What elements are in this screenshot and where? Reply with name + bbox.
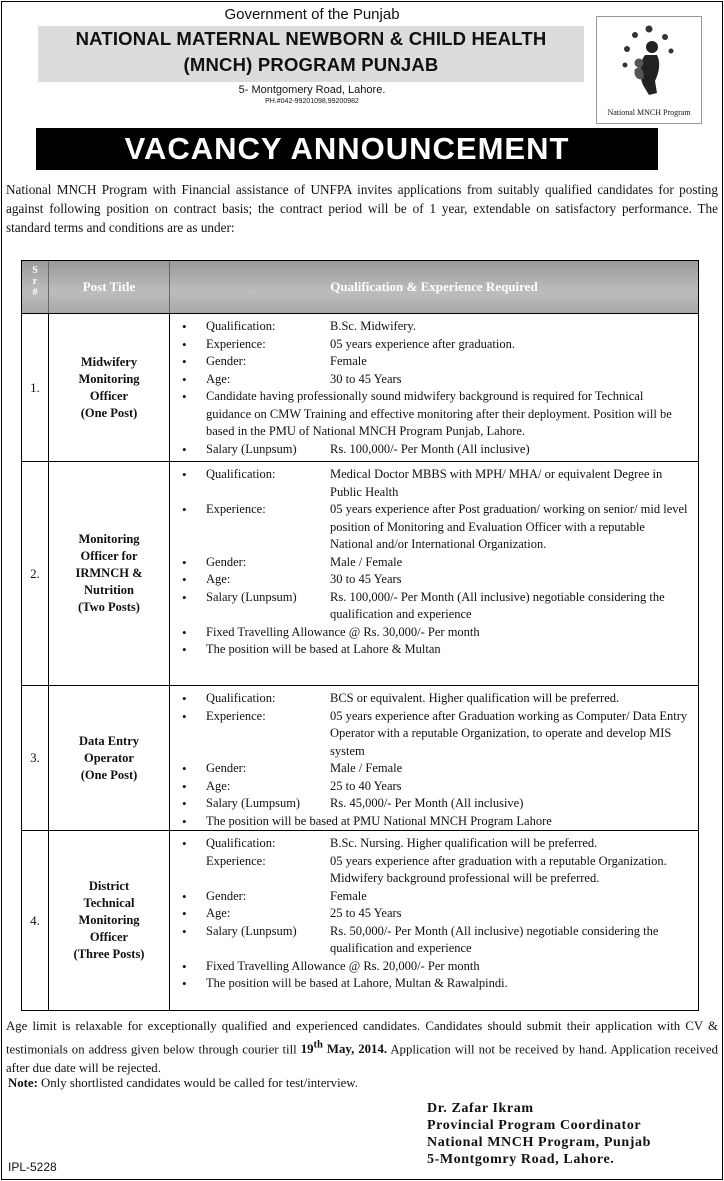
post-title-line: Midwifery [80,354,138,369]
office-address: 5- Montgomery Road, Lahore. [238,84,386,96]
requirement-value: Medical Doctor MBBS with MPH/ MHA/ or equivalent Degree in Public Health [330,467,663,499]
requirement-item [170,589,698,624]
requirement-label: • Qualification: [206,691,276,705]
row-serial: 4. [22,831,49,1010]
requirement-item [170,554,698,572]
post-title-line: IRMNCH & [75,566,143,580]
post-title-line: Technical [83,896,135,910]
requirement-item [170,888,698,906]
requirement-value: 30 to 45 Years [330,371,402,386]
requirement-item [170,336,698,354]
header-sr-hash: # [32,287,38,298]
header-sr [22,261,49,313]
requirement-item [170,624,698,642]
note-text: Only shortlisted candidates would be called for test/interview. [37,1076,358,1090]
deadline-day: 19 [300,1042,314,1057]
requirement-value: 25 to 40 Years [330,778,402,793]
row-post-title [49,314,170,461]
requirement-label: • Qualification: [206,836,276,850]
deadline-date [301,1042,387,1056]
requirement-text: • The position will be based at Lahore, Multan & Rawalpindi. [206,976,508,990]
table-row [22,313,698,461]
row-requirements [170,686,698,830]
requirement-label: • Salary (Lunpsum) [206,441,297,456]
requirement-value: 05 years experience after Post graduation/ working on senior/ mid level position of Monitoring and Evaluation Officer with a reputable National and/or International Organization. [330,502,688,551]
requirement-value: Female [330,888,367,903]
table-header [22,261,698,313]
requirement-value: Male / Female [330,554,403,569]
requirement-label: • Salary (Lunpsum) [206,589,297,604]
requirement-item [170,441,698,459]
footer-text-before: Age limit is relaxable for exceptionally qualified and experienced candidates. Candidates should submit their application with CV & testimonials on address given below through courier till [6,1019,718,1057]
requirement-item [170,318,698,336]
deadline-sup: th [313,1040,323,1051]
requirement-item [170,905,698,923]
row-serial: 1. [22,314,49,461]
requirement-value: Rs. 100,000/- Per Month (All inclusive) negotiable considering the qualification and experience [330,589,665,621]
requirement-label: • Experience: [206,708,266,723]
requirement-label: • Gender: [206,888,247,903]
requirement-value: Male / Female [330,761,403,775]
requirement-value: 25 to 45 Years [330,906,402,920]
requirement-item [170,571,698,589]
row-serial: 2. [22,462,49,685]
header-qualification: Qualification & Experience Required [330,279,538,294]
post-title-line: Operator [84,750,134,765]
post-title-line: Monitoring [78,532,140,546]
row-post-title [49,462,170,685]
note-label: Note: [8,1076,38,1090]
deadline-rest: May, 2014. [322,1042,388,1057]
requirement-item [170,923,698,958]
requirement-value: 05 years experience after graduation. [330,336,515,351]
requirement-item [170,466,698,501]
footer-text-after: Application will not be received by hand. Application received after due date will be rejected. [6,1042,719,1076]
requirement-item [170,778,698,796]
ipl-code: IPL-5228 [8,1160,57,1174]
post-title-line: Monitoring [78,913,140,927]
requirement-item [170,388,698,441]
note-line [8,1076,358,1091]
government-heading: Government of the Punjab [224,6,400,23]
post-title-line: Officer [89,388,129,403]
requirement-value: Rs. 45,000/- Per Month (All inclusive) [330,796,524,810]
requirement-text: • The position will be based at Lahore & Multan [206,642,441,656]
program-title-line1: NATIONAL MATERNAL NEWBORN & CHILD HEALTH [75,28,547,49]
requirement-value: 05 years experience after graduation with a reputable Organization. Midwifery background professional will be preferred. [330,853,667,885]
signatory-address: 5-Montgomry Road, Lahore. [427,1152,615,1167]
requirement-label: • Qualification: [206,467,276,481]
requirement-label: • Gender: [206,354,247,368]
requirement-value: 05 years experience after Graduation working as Computer/ Data Entry Operator with a reputable Organization, to operate and develop MIS system [330,708,688,758]
requirement-label: • Experience: [206,336,266,351]
requirement-label: • Age: [206,572,231,586]
requirement-value: B.Sc. Nursing. Higher qualification will be preferred. [330,836,598,850]
requirement-item [170,353,698,371]
row-requirements [170,314,698,461]
requirement-value: Female [330,354,367,368]
table-row [22,830,698,1010]
row-post-title [49,686,170,830]
requirement-item [170,958,698,976]
vacancy-table [21,260,699,1011]
header-sr-s: S [32,265,38,276]
table-row [22,461,698,685]
signatory-name: Dr. Zafar Ikram [427,1101,534,1116]
signatory-org: National MNCH Program, Punjab [427,1135,652,1150]
office-phone: PH.#042-99201098,99200982 [265,98,359,105]
mother-child-logo-icon [619,23,679,97]
vacancy-banner: VACANCY ANNOUNCEMENT [36,128,658,170]
requirement-label: • Gender: [206,761,247,775]
post-title-line: Nutrition [83,583,134,597]
requirement-label: • Qualification: [206,319,276,333]
signatory-title: Provincial Program Coordinator [427,1118,642,1133]
row-requirements [170,831,698,1010]
row-post-title [49,831,170,1010]
requirement-text: • Candidate having professionally sound midwifery background is required for Technical guidance on CMW Training and effective monitoring after their deployment. Position will be based in the PMU of National MNCH Program Punjab, Lahore. [206,389,672,438]
post-title-line: (One Post) [80,405,138,420]
post-title-line: (One Post) [80,767,138,782]
requirement-label: • Salary (Lumpsum) [206,796,301,810]
requirement-label: • Age: [206,906,231,920]
requirement-label: • Age: [206,778,231,793]
requirement-item [170,641,698,659]
requirement-item [170,975,698,993]
post-title-line: (Two Posts) [78,600,140,614]
requirement-item [170,760,698,778]
header-sr-r: r [32,276,38,287]
post-title-line: Officer for [80,549,138,563]
header-post-title: Post Title [49,261,170,313]
requirement-label: • Gender: [206,554,247,569]
requirement-item [170,795,698,813]
requirement-value: Rs. 50,000/- Per Month (All inclusive) negotiable considering the qualification and experience [330,923,659,955]
signature-block [427,1100,651,1168]
requirement-item [170,371,698,389]
table-row [22,685,698,830]
requirement-value: Rs. 100,000/- Per Month (All inclusive) [330,441,530,456]
requirement-label: • Experience: [206,502,266,516]
post-title-line: Officer [89,930,129,944]
requirement-item [170,690,698,708]
requirement-label: • Salary (Lunpsum) [206,923,297,938]
requirement-item [170,853,698,888]
requirement-value: 30 to 45 Years [330,572,402,586]
post-title-line: (Three Posts) [73,947,145,961]
requirement-text: • The position will be based at PMU National MNCH Program Lahore [206,813,552,828]
intro-paragraph: National MNCH Program with Financial assistance of UNFPA invites applications from suitably qualified candidates for posting against following position on contract basis; the contract period will be of 1 year, extendable on satisfactory performance. The standard terms and conditions are as under: [6,182,718,235]
logo-caption: National MNCH Program [607,108,691,117]
mnch-logo [596,16,702,124]
post-title-line: Data Entry [78,733,140,748]
requirement-value: B.Sc. Midwifery. [330,319,416,333]
requirement-item [170,501,698,554]
program-title-line2: (MNCH) PROGRAM PUNJAB [183,54,439,75]
requirement-item [170,708,698,761]
post-title-line: Monitoring [78,371,140,386]
requirement-value: BCS or equivalent. Higher qualification will be preferred. [330,691,620,705]
requirement-label: Experience: [206,853,266,868]
post-title-line: District [88,879,130,893]
requirement-label: • Age: [206,371,231,386]
program-title-box [38,26,584,82]
row-serial: 3. [22,686,49,830]
table-body [22,313,698,1010]
footer-paragraph [6,1017,718,1078]
requirement-item [170,835,698,853]
requirement-text: • Fixed Travelling Allowance @ Rs. 30,000/- Per month [206,624,480,639]
row-requirements [170,462,698,685]
requirement-item [170,813,698,831]
requirement-text: • Fixed Travelling Allowance @ Rs. 20,000/- Per month [206,958,480,973]
